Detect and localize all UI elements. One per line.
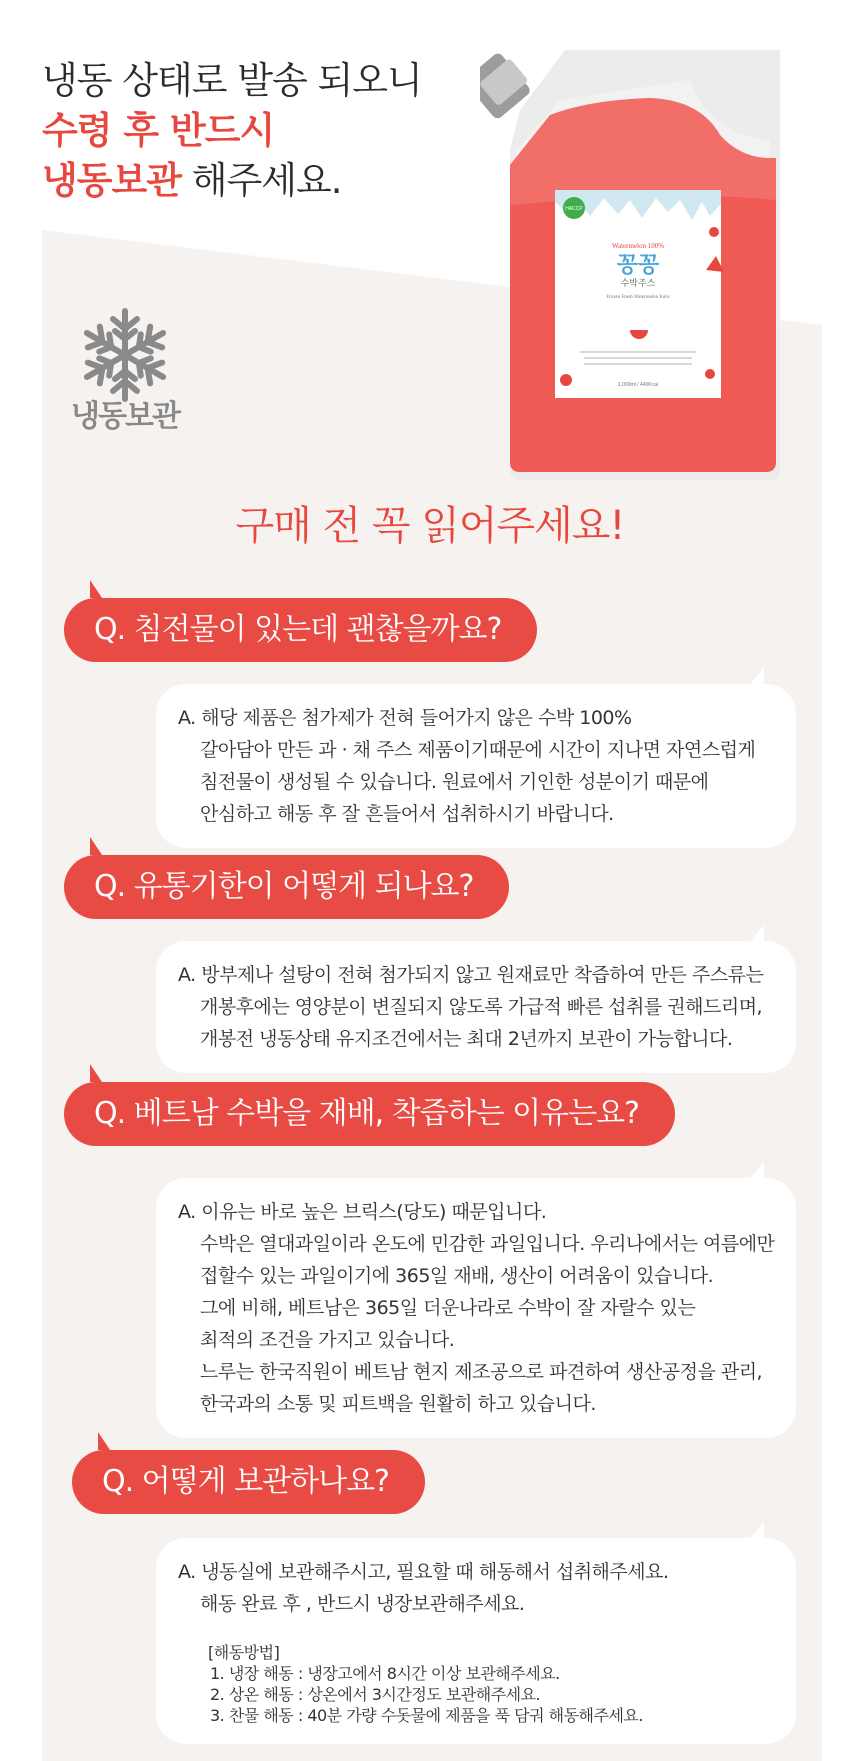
thaw-method-item: 2. 상온 해동 : 상온에서 3시간정도 보관해주세요. xyxy=(210,1685,541,1704)
header-line-3 xyxy=(42,156,422,206)
badge-label: 냉동보관 xyxy=(71,399,179,434)
answer-line: A. 해당 제품은 첨가제가 전혀 들어가지 않은 수박 100% xyxy=(178,707,632,729)
answer-line: 느루는 한국직원이 베트남 현지 제조공으로 파견하여 생산공정을 관리, xyxy=(200,1361,763,1383)
answer-line: A. 이유는 바로 높은 브릭스(당도) 때문입니다. xyxy=(178,1201,547,1223)
header-line-2: 수령 후 반드시 xyxy=(42,109,275,152)
faq-answer-1 xyxy=(156,684,796,848)
header-line-3-rest: 해주세요. xyxy=(180,159,342,202)
answer-line: 갈아담아 만든 과 · 채 주스 제품이기때문에 시간이 지나면 자연스럽게 xyxy=(200,739,756,761)
read-before-purchase-title: 구매 전 꼭 읽어주세요! xyxy=(235,503,625,549)
header-line-3-highlight: 냉동보관 xyxy=(42,159,181,202)
answer-line: 해동 완료 후 , 반드시 냉장보관해주세요. xyxy=(200,1593,525,1615)
thaw-method-item: 1. 냉장 해동 : 냉장고에서 8시간 이상 보관해주세요. xyxy=(210,1664,560,1683)
product-volume: 1,000ml / 440Kcal xyxy=(617,382,659,388)
header-line-1: 냉동 상태로 발송 되오니 xyxy=(42,59,422,102)
thaw-method-title: [해동방법] xyxy=(208,1643,280,1662)
answer-line: 접할수 있는 과일이기에 365일 재배, 생산이 어려움이 있습니다. xyxy=(200,1265,714,1287)
product-brand-line: Watermelon 100% xyxy=(611,242,665,250)
faq-answer-3 xyxy=(156,1178,796,1438)
answer-line: 침전물이 생성될 수 있습니다. 원료에서 기인한 성분이기 때문에 xyxy=(200,771,709,793)
answer-line: 안심하고 해동 후 잘 흔들어서 섭취하시기 바랍니다. xyxy=(200,803,614,825)
answer-line: 그에 비해, 베트남은 365일 더운나라로 수박이 잘 자랄수 있는 xyxy=(200,1297,696,1319)
answer-line: 개봉후에는 영양분이 변질되지 않도록 가급적 빠른 섭취를 권해드리며, xyxy=(200,996,763,1018)
product-english-name: Frozen Fresh Watermelon Juice xyxy=(606,295,670,300)
faq-answer-4 xyxy=(156,1538,796,1744)
answer-line: 최적의 조건을 가지고 있습니다. xyxy=(200,1329,455,1351)
product-pouch-image xyxy=(480,40,780,480)
faq-answer-2 xyxy=(156,941,796,1073)
header-notice xyxy=(42,56,422,206)
haccp-mark: HACCP xyxy=(565,206,583,212)
answer-line: 한국과의 소통 및 피트백을 원활히 하고 있습니다. xyxy=(200,1393,596,1415)
answer-line: 수박은 열대과일이라 온도에 민감한 과일입니다. 우리나에서는 여름에만 xyxy=(200,1233,775,1255)
faq-question-2: Q. 유통기한이 어떻게 되나요? xyxy=(64,855,509,919)
answer-line: A. 냉동실에 보관해주시고, 필요할 때 해동해서 섭취해주세요. xyxy=(178,1561,669,1583)
answer-line: A. 방부제나 설탕이 전혀 첨가되지 않고 원재료만 착즙하여 만든 주스류는 xyxy=(178,964,764,986)
snowflake-icon xyxy=(75,305,175,405)
thaw-method-list xyxy=(178,1642,776,1726)
product-name: 꽁꽁 xyxy=(616,253,660,278)
frozen-storage-badge xyxy=(70,305,180,435)
answer-line: 개봉전 냉동상태 유지조건에서는 최대 2년까지 보관이 가능합니다. xyxy=(200,1028,733,1050)
faq-question-4: Q. 어떻게 보관하나요? xyxy=(72,1450,425,1514)
thaw-method-item: 3. 찬물 해동 : 40분 가량 수돗물에 제품을 푹 담궈 해동해주세요. xyxy=(210,1706,643,1725)
product-subname: 수박주스 xyxy=(620,279,656,289)
faq-question-1: Q. 침전물이 있는데 괜찮을까요? xyxy=(64,598,537,662)
faq-question-3: Q. 베트남 수박을 재배, 착즙하는 이유는요? xyxy=(64,1082,675,1146)
